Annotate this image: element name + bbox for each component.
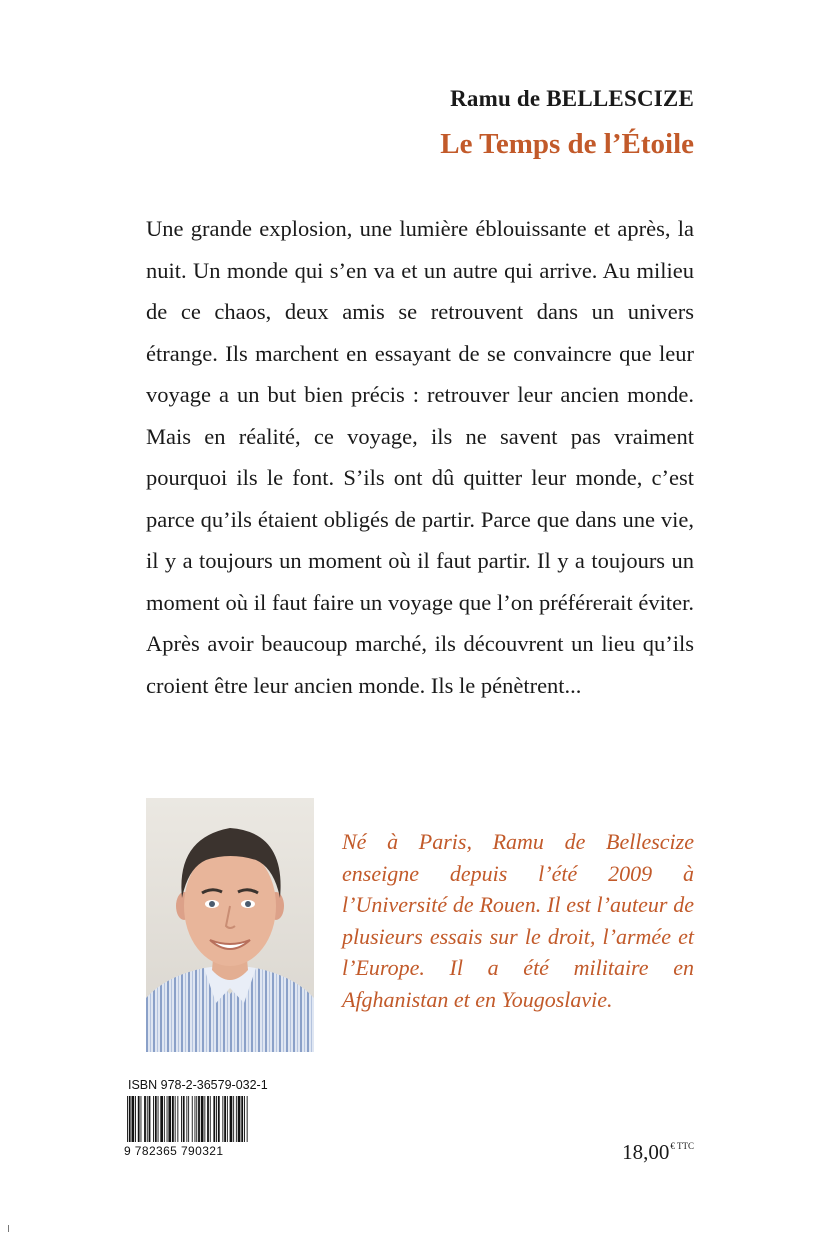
- crop-mark: [8, 1225, 9, 1232]
- barcode-digits: 9 782365 790321: [124, 1144, 224, 1158]
- author-bio: Né à Paris, Ramu de Bellescize enseigne depuis l’été 2009 à l’Université de Rouen. Il est l’auteur de plusieurs essais sur le droit, l’armée et l’Europe. Il a été militaire en Afghanistan et en Yougoslavie.: [342, 829, 694, 1012]
- author-portrait-image: [146, 798, 314, 1052]
- isbn-label: ISBN 978-2-36579-032-1: [128, 1078, 268, 1092]
- author-name: Ramu de BELLESCIZE: [450, 86, 694, 111]
- price-value: 18,00: [622, 1140, 670, 1164]
- book-title: Le Temps de l’Étoile: [440, 128, 694, 160]
- author-photo: [146, 798, 314, 1052]
- synopsis-text: Une grande explosion, une lumière éblouissante et après, la nuit. Un monde qui s’en va et un autre qui arrive. Au milieu de ce chaos, deux amis se retrouvent dans un univers étrange. Ils marchent en essayant de se convaincre que leur voyage a un but bien précis : retrouver leur ancien monde. Mais en réalité, ce voyage, ils ne savent pas vraiment pourquoi ils le font. S’ils ont dû quitter leur monde, c’est parce qu’ils étaient obligés de partir. Parce que dans une vie, il y a toujours un moment où il faut partir. Il y a toujours un moment où il faut faire un voyage que l’on préférerait éviter. Après avoir beaucoup marché, ils découvrent un lieu qu’ils croient être leur ancien monde. Ils le pénètrent...: [146, 216, 694, 698]
- price-suffix: € TTC: [670, 1141, 694, 1151]
- price: [622, 1140, 694, 1165]
